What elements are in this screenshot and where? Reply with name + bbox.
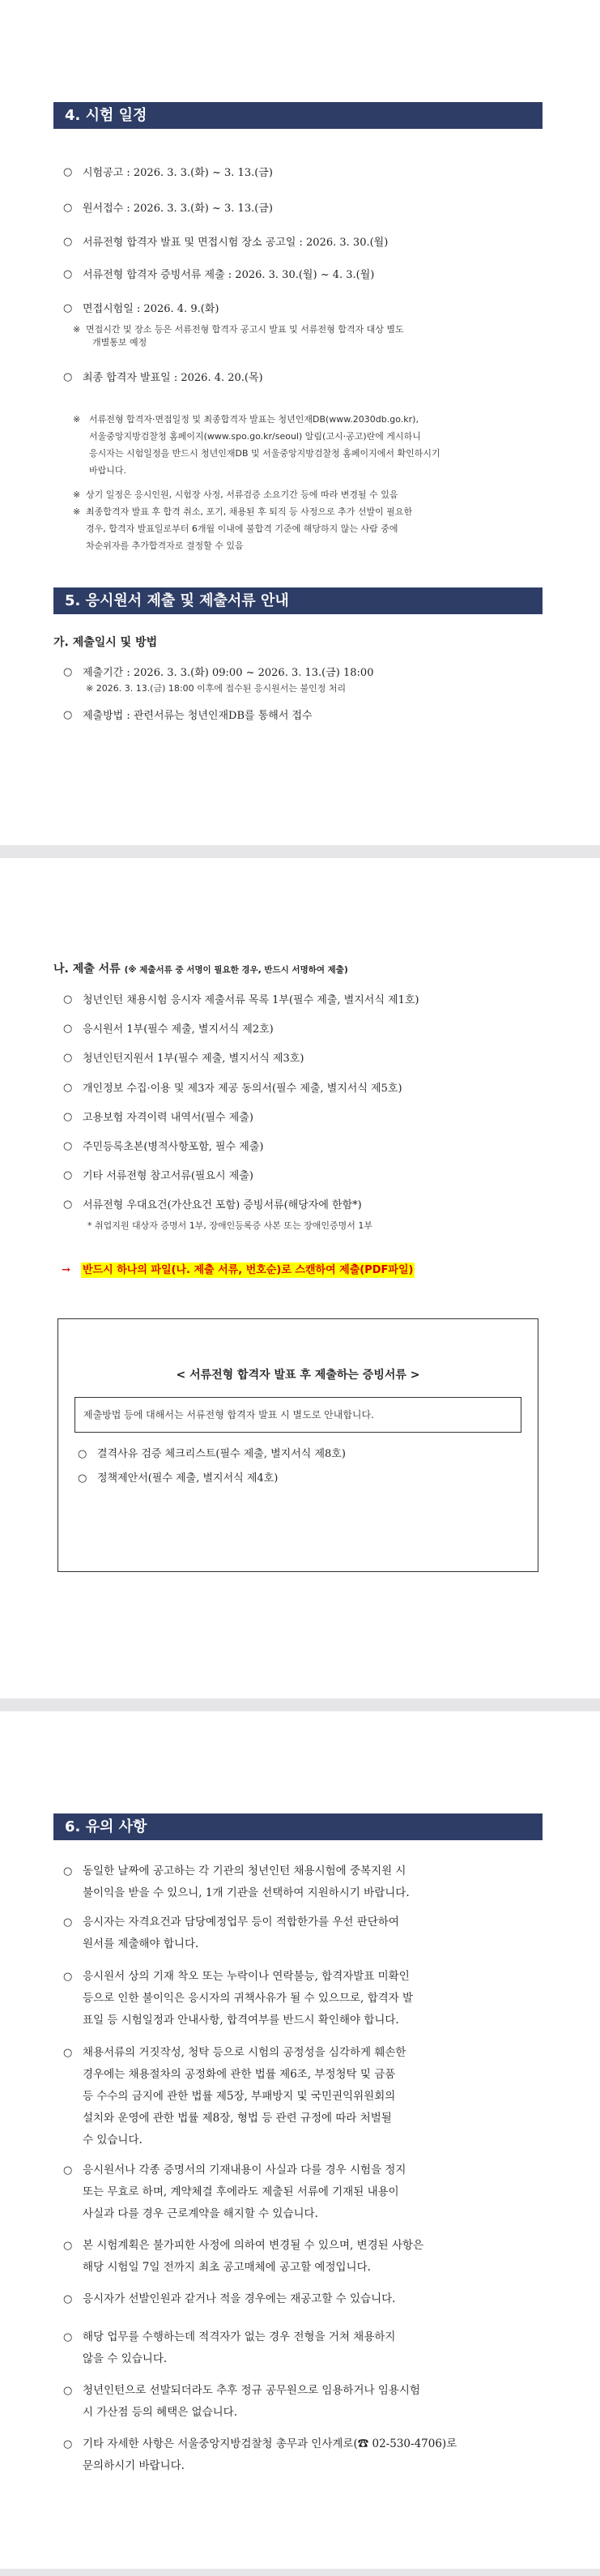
schedule-item: 시험공고 : 2026. 3. 3.(화) ~ 3. 13.(금) <box>83 167 273 179</box>
document-item: 주민등록초본(병적사항포함, 필수 제출) <box>83 1141 264 1153</box>
caution-line: 기타 자세한 사항은 서울중앙지방검찰청 총무과 인사계로(☎ 02-530-4706)로 <box>83 2437 457 2450</box>
notice-line: 최종합격자 발표 후 합격 취소, 포기, 채용된 후 퇴직 등 사정으로 추가 선발이 필요한 <box>86 506 413 517</box>
pdf-instruction-text: 반드시 하나의 파일(나. 제출 서류, 번호순)로 스캔하여 제출(PDF파일) <box>83 1264 414 1276</box>
document-item: 기타 서류전형 참고서류(필요시 제출) <box>83 1170 253 1182</box>
submission-period: 제출기간 : 2026. 3. 3.(화) 09:00 ~ 2026. 3. 13.(금) 18:00 <box>83 667 374 679</box>
bullet-icon: ○ <box>63 1052 73 1064</box>
notice-line: 서울중앙지방검찰청 홈페이지(www.spo.go.kr/seoul) 알림(고시·공고)란에 게시하니 <box>89 431 421 442</box>
page-gap <box>0 1698 600 1711</box>
subsection-b-label: 나. 제출 서류 <box>53 963 121 976</box>
box-method-panel <box>74 1397 521 1433</box>
document-item: 청년인턴지원서 1부(필수 제출, 별지서식 제3호) <box>83 1053 304 1065</box>
submission-method: 제출방법 : 관련서류는 청년인재DB를 통해서 접수 <box>83 710 313 722</box>
bullet-icon: ○ <box>63 1082 73 1094</box>
note-mark-icon: ※ <box>73 414 81 425</box>
section-5-title: 5. 응시원서 제출 및 제출서류 안내 <box>53 587 543 614</box>
caution-item <box>83 1912 546 1955</box>
caution-line: 청년인턴으로 선발되더라도 추후 정규 공무원으로 임용하거나 임용시험 <box>83 2384 420 2397</box>
caution-line: 해당 시험일 7일 전까지 최초 공고매체에 공고할 예정입니다. <box>83 2261 371 2274</box>
bullet-icon: ○ <box>78 1448 87 1460</box>
document-item: 청년인턴 채용시험 응시자 제출서류 목록 1부(필수 제출, 별지서식 제1호) <box>83 994 419 1006</box>
bullet-icon: ○ <box>63 1865 73 1878</box>
page-gap <box>0 845 600 858</box>
caution-item <box>83 1860 546 1904</box>
caution-item <box>83 2380 546 2424</box>
document-item: 서류전형 우대요건(가산요건 포함) 증빙서류(해당자에 한함*) <box>83 1199 362 1211</box>
box-title: < 서류전형 합격자 발표 후 제출하는 증빙서류 > <box>176 1369 420 1382</box>
caution-line: 시 가산점 등의 혜택은 없습니다. <box>83 2406 237 2419</box>
bullet-icon: ○ <box>63 2047 73 2059</box>
pdf-instruction <box>81 1263 415 1278</box>
subsection-b-title <box>53 960 348 976</box>
bullet-icon: ○ <box>63 1916 73 1929</box>
bullet-icon: ○ <box>63 2438 73 2450</box>
caution-item <box>83 2235 546 2279</box>
caution-line: 본 시험계획은 불가피한 사정에 의하여 변경될 수 있으며, 변경된 사항은 <box>83 2239 424 2252</box>
interview-note: 개별통보 예정 <box>92 337 147 348</box>
caution-line: 응시자는 자격요건과 담당예정업무 등이 적합한가를 우선 판단하여 <box>83 1916 399 1929</box>
bullet-icon: ○ <box>63 1971 73 1983</box>
bullet-icon: ○ <box>63 1198 73 1211</box>
page-3 <box>0 1711 600 2576</box>
caution-item <box>83 2288 546 2310</box>
caution-item <box>83 2326 546 2370</box>
bullet-icon: ○ <box>78 1472 87 1485</box>
caution-line: 사실과 다를 경우 근로계약을 해지할 수 있습니다. <box>83 2207 318 2220</box>
bullet-icon: ○ <box>63 2385 73 2397</box>
caution-item <box>83 2159 546 2225</box>
bullet-icon: ○ <box>63 1140 73 1152</box>
bullet-icon: ○ <box>63 2293 73 2305</box>
bullet-icon: ○ <box>63 993 73 1006</box>
bullet-icon: ○ <box>63 2331 73 2343</box>
caution-line: 수 있습니다. <box>83 2134 143 2147</box>
caution-line: 원서를 제출해야 합니다. <box>83 1937 199 1950</box>
document-item: 고용보험 자격이력 내역서(필수 제출) <box>83 1112 253 1124</box>
bullet-icon: ○ <box>63 1111 73 1123</box>
box-item: 결격사유 검증 체크리스트(필수 제출, 별지서식 제8호) <box>97 1448 346 1460</box>
caution-line: 채용서류의 거짓작성, 청탁 등으로 시험의 공정성을 심각하게 훼손한 <box>83 2046 406 2059</box>
box-item: 정책제안서(필수 제출, 별지서식 제4호) <box>97 1472 279 1485</box>
arrow-icon: → <box>62 1264 70 1276</box>
caution-line: 동일한 날짜에 공고하는 각 기관의 청년인턴 채용시험에 중복지원 시 <box>83 1865 406 1878</box>
document-item: 개인정보 수집·이용 및 제3자 제공 동의서(필수 제출, 별지서식 제5호) <box>83 1083 402 1095</box>
caution-line: 등 수수의 금지에 관한 법률 제5장, 부패방지 및 국민권익위원회의 <box>83 2090 396 2103</box>
notice-line: 경우, 합격자 발표일로부터 6개월 이내에 불합격 기준에 해당하지 않는 사람 중에 <box>86 523 398 534</box>
section-6-title: 6. 유의 사항 <box>53 1813 543 1840</box>
section-4-title: 4. 시험 일정 <box>53 102 543 129</box>
final-result-date: 최종 합격자 발표일 : 2026. 4. 20.(목) <box>83 372 263 384</box>
schedule-item: 서류전형 합격자 증빙서류 제출 : 2026. 3. 30.(월) ~ 4. 3.(월) <box>83 269 375 281</box>
subsection-a-title: 가. 제출일시 및 방법 <box>53 636 158 649</box>
notice-line: 바랍니다. <box>89 465 127 476</box>
caution-line: 경우에는 채용절차의 공정화에 관한 법률 제6조, 부정청탁 및 금품 <box>83 2068 396 2081</box>
submission-period-note: ※ 2026. 3. 13.(금) 18:00 이후에 접수된 응시원서는 불인정 처리 <box>86 683 347 694</box>
caution-item <box>83 2042 546 2151</box>
bullet-icon: ○ <box>63 2164 73 2177</box>
caution-line: 불이익을 받을 수 있으니, 1개 기관을 선택하여 지원하시기 바랍니다. <box>83 1886 410 1899</box>
bullet-icon: ○ <box>63 302 73 314</box>
caution-line: 응시자가 선발인원과 같거나 적을 경우에는 재공고할 수 있습니다. <box>83 2292 396 2305</box>
note-mark-icon: ※ <box>73 489 81 500</box>
bullet-icon: ○ <box>63 709 73 721</box>
bullet-icon: ○ <box>63 2240 73 2252</box>
schedule-item: 면접시험일 : 2026. 4. 9.(화) <box>83 303 219 315</box>
caution-line: 해당 업무를 수행하는데 적격자가 없는 경우 전형을 거쳐 채용하지 <box>83 2330 396 2343</box>
caution-line: 않을 수 있습니다. <box>83 2352 168 2365</box>
bullet-icon: ○ <box>63 166 73 178</box>
schedule-item: 서류전형 합격자 발표 및 면접시험 장소 공고일 : 2026. 3. 30.(월) <box>83 237 389 249</box>
notice-line: 서류전형 합격자·면접일정 및 최종합격자 발표는 청년인재DB(www.2030db.go.kr), <box>89 414 419 425</box>
post-announcement-documents-box <box>57 1318 538 1572</box>
caution-line: 등으로 인한 불이익은 응시자의 귀책사유가 될 수 있으므로, 합격자 발 <box>83 1992 414 2005</box>
page-gap <box>0 2569 600 2576</box>
bullet-icon: ○ <box>63 202 73 214</box>
caution-item <box>83 2433 546 2477</box>
caution-line: 문의하시기 바랍니다. <box>83 2459 185 2472</box>
caution-line: 설치와 운영에 관한 법률 제8장, 형법 등 관련 규정에 따라 처벌될 <box>83 2112 392 2125</box>
caution-line: 또는 무효로 하며, 계약체결 후에라도 제출된 서류에 기재된 내용이 <box>83 2185 399 2198</box>
note-mark-icon: ※ <box>73 324 81 335</box>
interview-note: 면접시간 및 장소 등은 서류전형 합격자 공고시 발표 및 서류전형 합격자 대상 별도 <box>86 324 404 335</box>
notice-line: 상기 일정은 응시인원, 시험장 사정, 서류검증 소요기간 등에 따라 변경될 수 있음 <box>86 489 398 500</box>
bullet-icon: ○ <box>63 371 73 383</box>
bullet-icon: ○ <box>63 666 73 678</box>
subsection-b-note: (※ 제출서류 중 서명이 필요한 경우, 반드시 서명하여 제출) <box>124 965 348 975</box>
box-method-text: 제출방법 등에 대해서는 서류전형 합격자 발표 시 별도로 안내합니다. <box>83 1409 374 1420</box>
bullet-icon: ○ <box>63 1023 73 1035</box>
document-item: 응시원서 1부(필수 제출, 별지서식 제2호) <box>83 1023 274 1036</box>
bullet-icon: ○ <box>63 268 73 280</box>
schedule-item: 원서접수 : 2026. 3. 3.(화) ~ 3. 13.(금) <box>83 203 273 215</box>
page-2 <box>0 858 600 1698</box>
caution-line: 표일 등 시험일정과 안내사항, 합격여부를 반드시 확인해야 합니다. <box>83 2014 399 2027</box>
note-mark-icon: ※ <box>73 506 81 517</box>
bullet-icon: ○ <box>63 236 73 248</box>
bullet-icon: ○ <box>63 1169 73 1181</box>
notice-line: 차순위자를 추가합격자로 결정할 수 있음 <box>86 540 244 551</box>
caution-item <box>83 1966 546 2031</box>
notice-line: 응시자는 시험일정을 반드시 청년인재DB 및 서울중앙지방검찰청 홈페이지에서 확인하시기 <box>89 448 440 459</box>
documents-note: * 취업지원 대상자 증명서 1부, 장애인등록증 사본 또는 장애인증명서 1부 <box>87 1220 372 1231</box>
page-1 <box>0 0 600 845</box>
caution-line: 응시원서 상의 기재 착오 또는 누락이나 연락불능, 합격자발표 미확인 <box>83 1970 410 1983</box>
caution-line: 응시원서나 각종 증명서의 기재내용이 사실과 다를 경우 시험을 정지 <box>83 2164 406 2177</box>
